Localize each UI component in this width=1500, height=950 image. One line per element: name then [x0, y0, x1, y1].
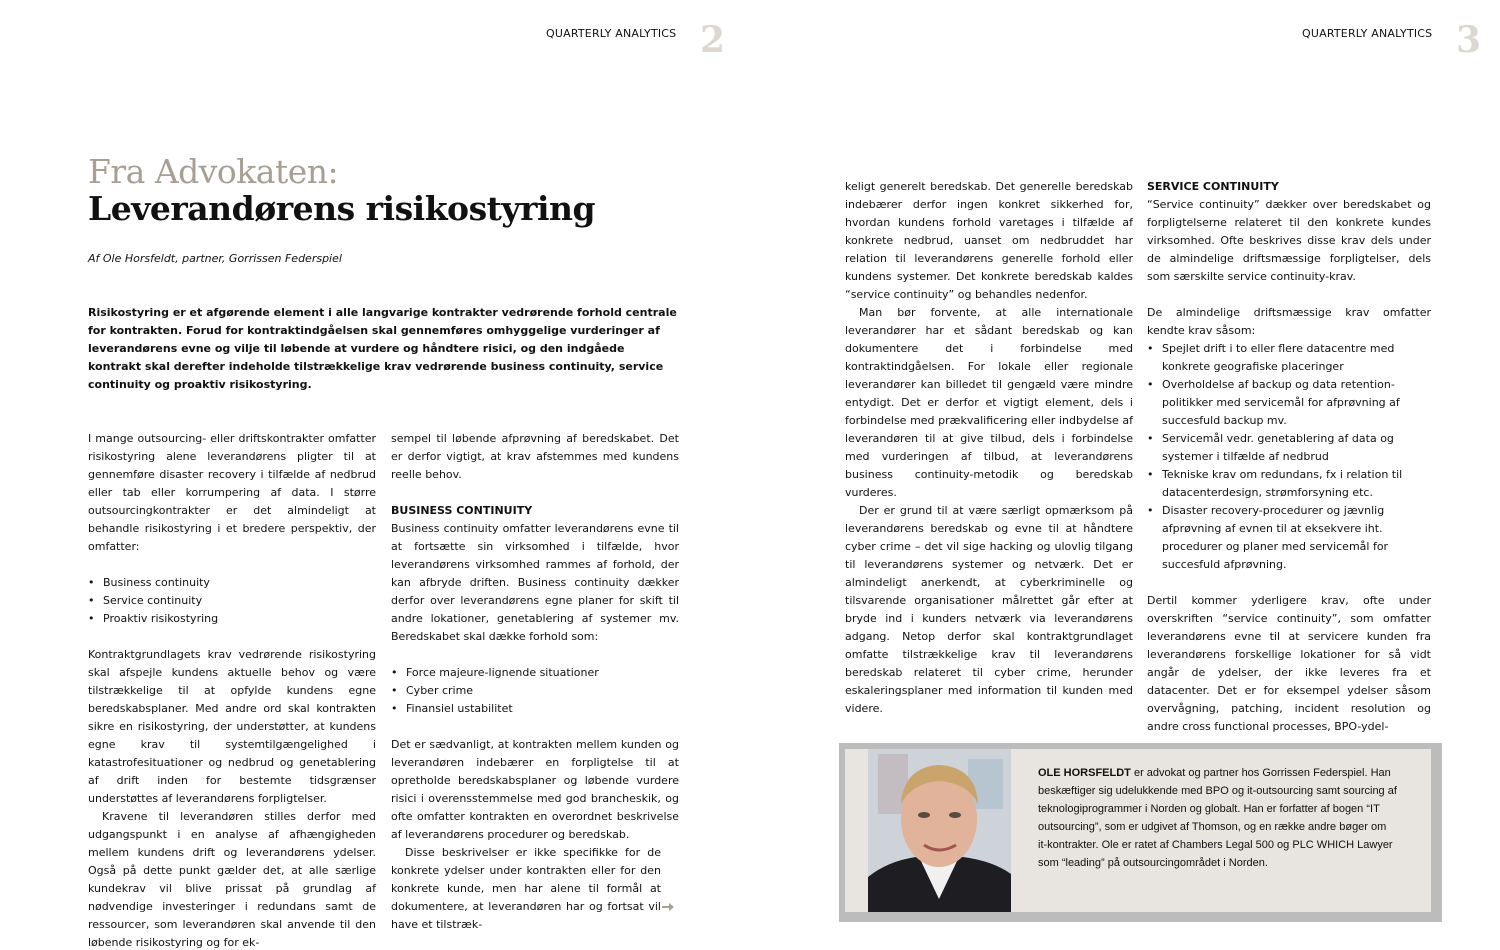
arrow-right-icon	[662, 900, 674, 916]
bullet-list	[1147, 340, 1431, 574]
column-4	[1147, 178, 1431, 736]
list-item: • Cyber crime	[391, 682, 679, 700]
paragraph: Man bør forvente, at alle internationale leverandører har et sådant beredskab og kan dokumentere det i forbindelse med kontraktindgåelsen. For lokale eller regionale leverandører kan billedet til gengæld være mindre entydigt. Det er derfor et vigtigt element, dels i forbindelse med prækvalificering eller indbydelse af leverandøren til at give tilbud, dels i forbindelse med vurderingen af tilbud, at leverandørens business continuity-metodik og beredskab vurderes.	[845, 306, 1133, 499]
list-item: • Servicemål vedr. genetablering af data og systemer i tilfælde af nedbrud	[1147, 430, 1431, 466]
list-item: • Finansiel ustabilitet	[391, 700, 679, 718]
list-item: • Spejlet drift i to eller flere datacentre med konkrete geografiske placeringer	[1147, 340, 1431, 376]
paragraph: Der er grund til at være særligt opmærksom på leverandørens beredskab og evne til at håndtere cyber crime – det vil sige hacking og ulovlig tilgang til leverandørens systemer og netværk. Det er almindeligt anerkendt, at cyberkriminelle og tilsvarende organisationer målrettet går efter at bryde ind i kunders netværk via leverandørens adgang. Netop derfor skal kontraktgrundlaget omfatte tilstrækkelige krav til leverandørens beredskab relateret til cyber crime, herunder eskaleringsplaner med information til kunden med videre.	[845, 504, 1133, 715]
list-item: • Overholdelse af backup og data retention-politikker med servicemål for afprøvning af succesfuld backup mv.	[1147, 376, 1431, 430]
running-head-right: QUARTERLY ANALYTICS	[1302, 27, 1433, 40]
list-item: • Proaktiv risikostyring	[88, 610, 376, 628]
paragraph: I mange outsourcing- eller driftskontrakter omfatter risikostyring alene leverandørens pligter til at gennemføre disaster recovery i tilfælde af nedbrud eller tab eller korrumpering af data. I større outsourcingkontrakter er det almindeligt at behandle risikostyring i et bredere perspektiv, der omfatter:	[88, 432, 376, 553]
column-2	[391, 430, 679, 934]
paragraph: Dertil kommer yderligere krav, ofte under overskriften “service continuity”, som omfatter leverandørens evne til at servicere kunden fra leverandørens forskellige lokationer for så vidt angår de ydelser, der ikke leveres fra et datacenter. Det er for eksempel ydelser såsom overvågning, patching, incident resolution og andre cross functional processes, BPO-ydel-	[1147, 594, 1431, 733]
section-heading-service-continuity: SERVICE CONTINUITY	[1147, 180, 1279, 193]
article-lead: Risikostyring er et afgørende element i alle langvarige kontrakter vedrørende forhold centrale for kontrakten. Forud for kontraktindgåelsen skal gennemføres omhyggelige vurderinger af leverandørens evne og vilje til løbende at vurdere og håndtere risici, og den indgåede kontrakt skal derefter indeholde tilstrækkelige krav vedrørende business continuity, service continuity og proaktiv risikostyring.	[88, 306, 677, 391]
author-bio-box	[839, 743, 1442, 922]
list-item: • Business continuity	[88, 574, 376, 592]
paragraph: “Service continuity” dækker over beredskabet og forpligtelserne relateret til den konkrete kundes virksomhed. Ofte beskrives disse krav dels under de almindelige driftsmæssige forpligtelser, dels som særskilte service continuity-krav.	[1147, 198, 1431, 283]
paragraph: Kontraktgrundlagets krav vedrørende risikostyring skal afspejle kundens aktuelle behov og være tilstrækkelige til at opfylde kundens egne beredskabsplaner. Med andre ord skal kontrakten sikre en risikostyring, der understøtter, at kundens egne krav til systemtilgængelighed i katastrofesituationer og nedbrud og genetablering af drift inden for bestemte tidsgrænser understøttes af leverandørens forpligtelser.	[88, 648, 376, 805]
bullet-list	[88, 574, 376, 628]
paragraph: De almindelige driftsmæssige krav omfatter kendte krav såsom:	[1147, 306, 1431, 337]
running-head-left: QUARTERLY ANALYTICS	[546, 27, 677, 40]
column-1	[88, 430, 376, 950]
page-number-right: 3	[1456, 19, 1482, 61]
list-item: • Tekniske krav om redundans, fx i relation til datacenterdesign, strømforsyning etc.	[1147, 466, 1431, 502]
article-byline: Af Ole Horsfeldt, partner, Gorrissen Federspiel	[88, 252, 342, 265]
list-item: • Disaster recovery-procedurer og jævnlig afprøvning af evnen til at eksekvere iht. procedurer og planer med servicemål for succesfuld afprøvning.	[1147, 502, 1431, 574]
article-title: Leverandørens risikostyring	[88, 189, 596, 228]
author-bio-text	[1038, 764, 1398, 872]
author-description: er advokat og partner hos Gorrissen Federspiel. Han beskæftiger sig udelukkende med BPO og it-outsourcing samt sourcing af teknologiprogrammer i Norden og globalt. Han er forfatter af bogen “IT outsourcing”, som er udgivet af Thomson, og en række andre bøger om it-kontrakter. Ole er ratet af Chambers Legal 500 og PLC WHICH Lawyer som “leading” på outsourcingområdet i Norden.	[1038, 767, 1397, 869]
list-item: • Service continuity	[88, 592, 376, 610]
paragraph: sempel til løbende afprøvning af beredskabet. Det er derfor vigtigt, at krav afstemmes med kundens reelle behov.	[391, 432, 679, 481]
author-photo	[868, 749, 1011, 912]
bullet-list	[391, 664, 679, 718]
section-heading-business-continuity: BUSINESS CONTINUITY	[391, 504, 533, 517]
list-item: • Force majeure-lignende situationer	[391, 664, 679, 682]
paragraph: Business continuity omfatter leverandørens evne til at fortsætte sin virksomhed i tilfælde, hvor leverandørens virksomhed rammes af forhold, der kan afbryde driften. Business continuity dækker derfor over leverandørens egne planer for skift til andre lokationer, genetablering af systemer mv. Beredskabet skal dække forhold som:	[391, 522, 679, 643]
paragraph: Disse beskrivelser er ikke specifikke for de konkrete ydelser under kontrakten eller for den konkrete kunde, men har alene til formål at dokumentere, at leverandøren har og fortsat vil have et tilstræk-	[391, 846, 661, 931]
author-name: OLE HORSFELDT	[1038, 767, 1131, 779]
paragraph: Det er sædvanligt, at kontrakten mellem kunden og leverandøren indebærer en forpligtelse til at opretholde beredskabsplaner og løbende vurdere risici i overensstemmelse med god brancheskik, og ofte omfatter kontrakten en overordnet beskrivelse af leverandørens procedurer og beredskab.	[391, 738, 679, 841]
paragraph: Kravene til leverandøren stilles derfor med udgangspunkt i en analyse af afhængigheden mellem kundens drift og leverandørens ydelser. Også på dette punkt gælder det, at alle særlige kundekrav vil blive prissat på grundlag af nødvendige investeringer i redundans samt de ressourcer, som leverandøren skal anvende til den løbende risikostyring og for ek-	[88, 810, 376, 949]
paragraph: keligt generelt beredskab. Det generelle beredskab indebærer derfor ingen konkret sikkerhed for, hvordan kundens forhold varetages i tilfælde af konkrete nedbrud, uanset om nedbruddet har relation til leverandørens generelle forhold eller kundens systemer. Det konkrete beredskab kaldes “service continuity” og behandles nedenfor.	[845, 180, 1133, 301]
column-3	[845, 178, 1133, 718]
article-kicker: Fra Advokaten:	[88, 152, 339, 191]
author-bio-inner	[845, 749, 1431, 912]
page-number-left: 2	[700, 19, 726, 61]
